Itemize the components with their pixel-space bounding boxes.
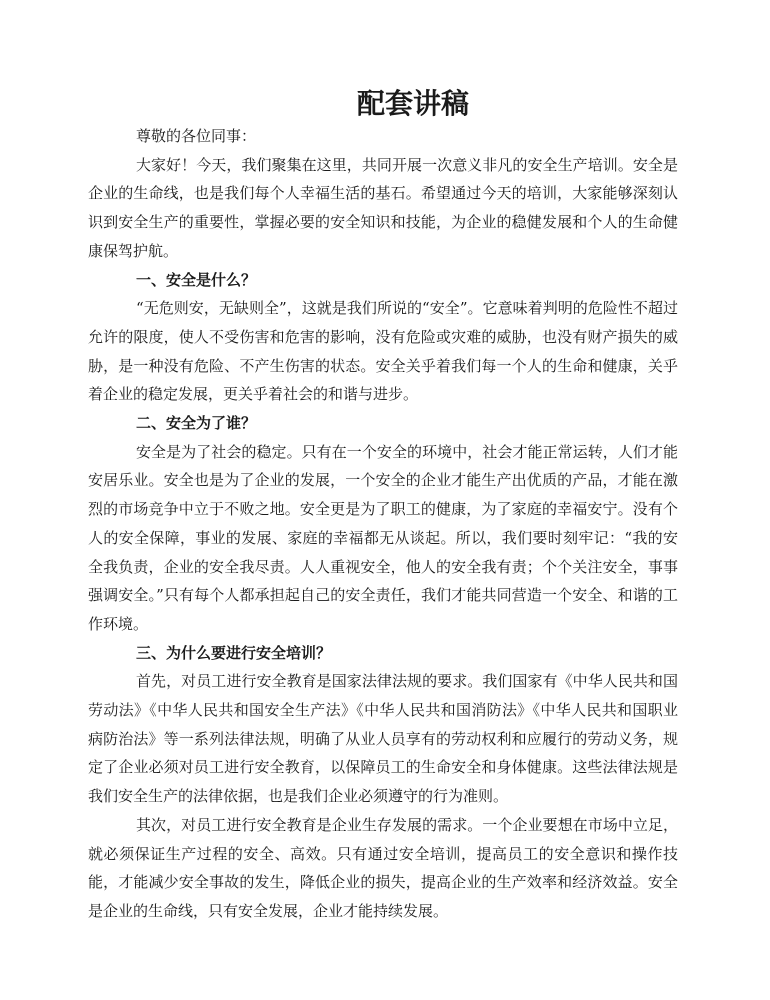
section-3-paragraph-2: 其次，对员工进行安全教育是企业生存发展的需求。一个企业要想在市场中立足，就必须保证生产过程的安全、高效。只有通过安全培训，提高员工的安全意识和操作技能，才能减少安全事故的发生，降低企业的损失，提高企业的生产效率和经济效益。安全是企业的生命线，只有安全发展，企业才能持续发展。 [88,815,678,920]
section-heading-2: 二、安全为了谁？ [136,414,257,433]
section-3-paragraph-1: 首先，对员工进行安全教育是国家法律法规的要求。我们国家有《中华人民共和国劳动法》《中华人民共和国安全生产法》《中华人民共和国消防法》《中华人民共和国职业病防治法》等一系列法律法规，明确了从业人员享有的劳动权利和应履行的劳动义务，规定了企业必须对员工进行安全教育，以保障员工的生命安全和身体健康。这些法律法规是我们安全生产的法律依据，也是我们企业必须遵守的行为准则。 [88,672,678,806]
section-1-paragraph: “无危则安，无缺则全”，这就是我们所说的“安全”。它意味着判明的危险性不超过允许的限度，使人不受伤害和危害的影响，没有危险或灾难的威胁，也没有财产损失的威胁，是一种没有危险、不产生伤害的状态。安全关乎着我们每一个人的生命和健康，关乎着企业的稳定发展，更关乎着社会的和谐与进步。 [88,299,678,404]
section-heading-1: 一、安全是什么？ [136,270,257,289]
section-heading-3: 三、为什么要进行安全培训？ [136,643,332,662]
document-title: 配套讲稿 [356,87,469,120]
salutation-paragraph: 尊敬的各位同事： [136,127,257,145]
intro-paragraph: 大家好！今天，我们聚集在这里，共同开展一次意义非凡的安全生产培训。安全是企业的生命线，也是我们每个人幸福生活的基石。希望通过今天的培训，大家能够深刻认识到安全生产的重要性，掌握必要的安全知识和技能，为企业的稳健发展和个人的生命健康保驾护航。 [88,155,678,260]
section-2-paragraph: 安全是为了社会的稳定。只有在一个安全的环境中，社会才能正常运转，人们才能安居乐业。安全也是为了企业的发展，一个安全的企业才能生产出优质的产品，才能在激烈的市场竞争中立于不败之地。安全更是为了职工的健康，为了家庭的幸福安宁。没有个人的安全保障，事业的发展、家庭的幸福都无从谈起。所以，我们要时刻牢记：“我的安全我负责，企业的安全我尽责。人人重视安全，他人的安全我有责；个个关注安全，事事强调安全。”只有每个人都承担起自己的安全责任，我们才能共同营造一个安全、和谐的工作环境。 [88,442,678,633]
